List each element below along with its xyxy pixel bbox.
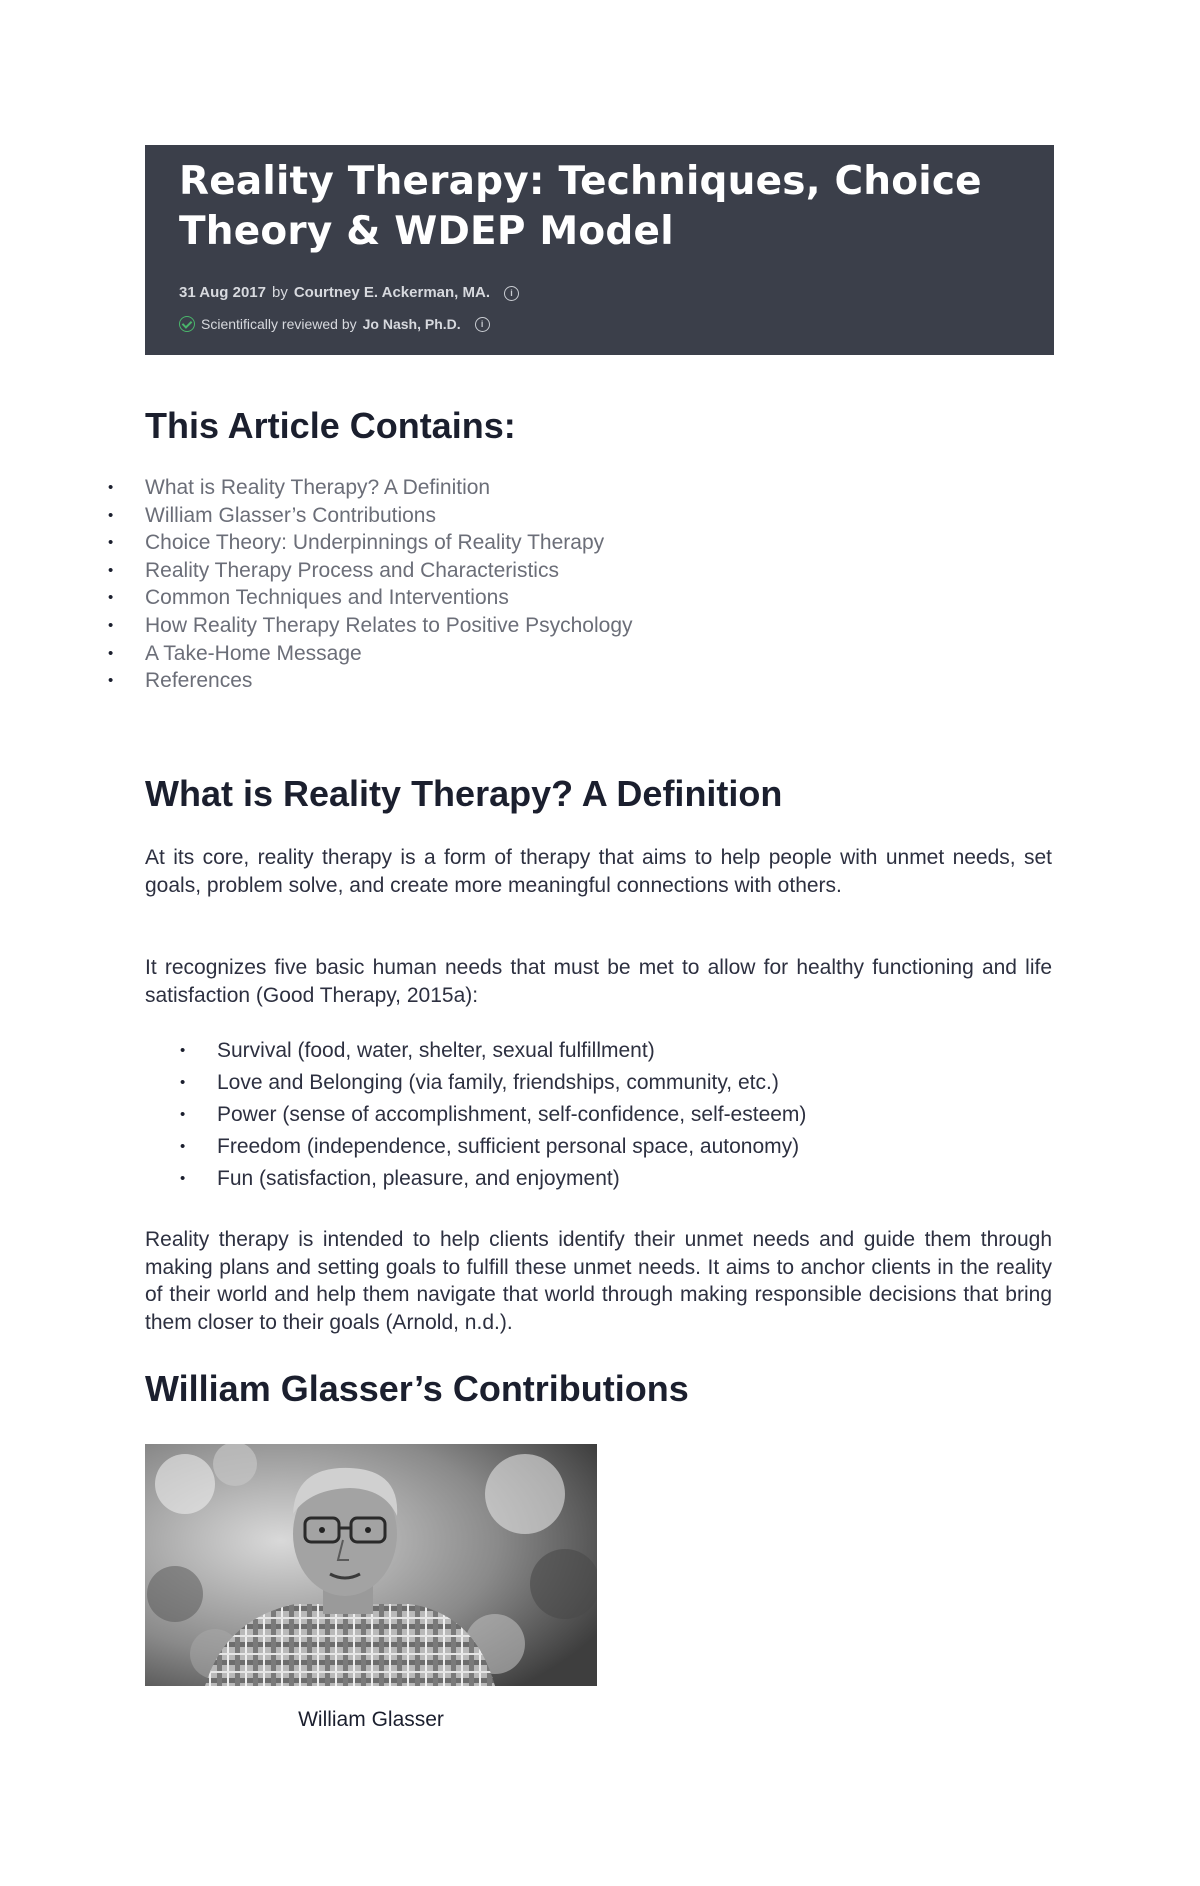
needs-text: Power (sense of accomplishment, self-confidence, self-esteem): [217, 1103, 807, 1126]
article-header-banner: [145, 145, 1054, 355]
needs-item: [180, 1131, 806, 1163]
toc-link[interactable]: A Take-Home Message: [145, 641, 362, 665]
needs-item: [180, 1099, 806, 1131]
toc-item: [108, 640, 633, 668]
definition-paragraph-1: At its core, reality therapy is a form of therapy that aims to help people with unmet needs, set goals, problem solve, and create more meaningful connections with others.: [145, 846, 1052, 897]
definition-paragraph-2: It recognizes five basic human needs that must be met to allow for healthy functioning and life satisfaction (Good Therapy, 2015a):: [145, 956, 1052, 1007]
toc-item: [108, 612, 633, 640]
review-prefix: Scientifically reviewed by: [201, 316, 357, 332]
bullet: •: [180, 1042, 186, 1059]
bullet: •: [180, 1106, 186, 1123]
bullet: •: [180, 1138, 186, 1155]
needs-item: [180, 1067, 806, 1099]
needs-text: Fun (satisfaction, pleasure, and enjoyment): [217, 1167, 620, 1190]
bullet: •: [108, 479, 114, 496]
article-title: Reality Therapy: Techniques, Choice Theory & WDEP Model: [179, 159, 982, 254]
toc-link[interactable]: What is Reality Therapy? A Definition: [145, 476, 491, 499]
toc-item: [108, 474, 633, 502]
definition-paragraph-3: Reality therapy is intended to help clients identify their unmet needs and guide them through making plans and setting goals to fulfill these unmet needs. It aims to anchor clients in the reality of their world and help them navigate that world through making responsible decisions that bring them closer to their goals (Arnold, n.d.).: [145, 1228, 1052, 1334]
needs-item: [180, 1163, 806, 1195]
toc-item: [108, 529, 633, 557]
photo-caption: William Glasser: [298, 1708, 444, 1731]
bullet: •: [108, 534, 114, 552]
toc-link[interactable]: How Reality Therapy Relates to Positive Psychology: [145, 613, 633, 637]
glasser-heading: William Glasser’s Contributions: [145, 1368, 689, 1409]
bullet: •: [108, 589, 114, 607]
table-of-contents: [108, 474, 633, 695]
bullet: •: [108, 672, 114, 690]
bullet: •: [108, 644, 114, 662]
author-name[interactable]: Courtney E. Ackerman, MA.: [293, 284, 491, 301]
byline-by: by: [272, 284, 288, 301]
article-byline: [179, 283, 1054, 303]
reviewer-name[interactable]: Jo Nash, Ph.D.: [362, 316, 461, 332]
toc-link[interactable]: William Glasser’s Contributions: [145, 503, 436, 527]
check-circle-icon: [179, 316, 195, 332]
author-info-icon[interactable]: i: [504, 286, 519, 301]
review-line: [179, 314, 1054, 334]
bullet: •: [180, 1170, 186, 1187]
toc-link[interactable]: Choice Theory: Underpinnings of Reality Therapy: [145, 531, 605, 555]
needs-text: Survival (food, water, shelter, sexual fulfillment): [217, 1039, 655, 1062]
william-glasser-photo: [145, 1444, 597, 1686]
toc-item: [108, 667, 633, 695]
toc-item: [108, 502, 633, 530]
reviewer-info-icon[interactable]: i: [475, 317, 490, 332]
needs-list: [180, 1035, 806, 1195]
bullet: •: [108, 616, 114, 634]
contents-heading: This Article Contains:: [145, 405, 516, 446]
bullet: •: [180, 1074, 186, 1091]
publish-date: 31 Aug 2017: [179, 284, 266, 301]
needs-text: Love and Belonging (via family, friendships, community, etc.): [217, 1071, 779, 1094]
toc-link[interactable]: References: [145, 669, 253, 693]
bullet: •: [108, 561, 114, 579]
portrait-image: [145, 1444, 597, 1686]
toc-item: [108, 584, 633, 612]
needs-text: Freedom (independence, sufficient personal space, autonomy): [217, 1135, 800, 1158]
needs-item: [180, 1035, 806, 1067]
toc-item: [108, 557, 633, 585]
toc-link[interactable]: Common Techniques and Interventions: [145, 586, 509, 610]
definition-heading: What is Reality Therapy? A Definition: [145, 773, 783, 814]
toc-link[interactable]: Reality Therapy Process and Characteristics: [145, 558, 559, 582]
bullet: •: [108, 506, 114, 524]
